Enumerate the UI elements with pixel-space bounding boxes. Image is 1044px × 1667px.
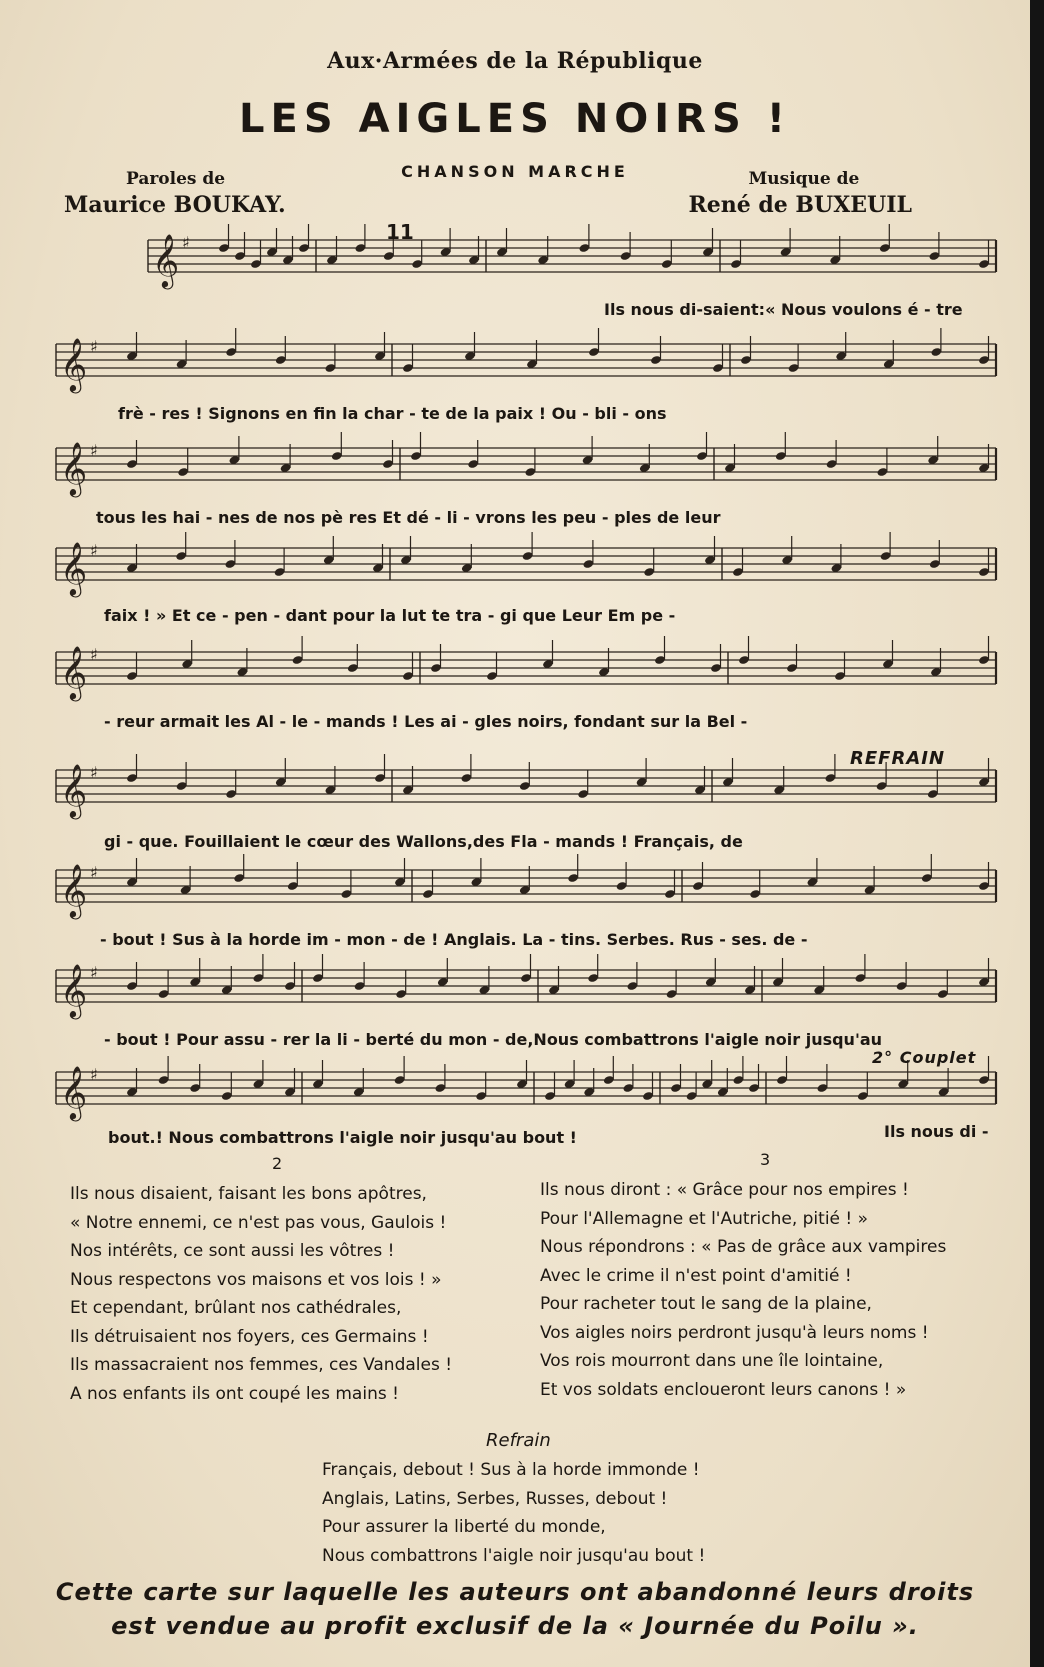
verse-2 [70,1180,452,1408]
verse-line: Ils nous disaient, faisant les bons apôtres, [70,1184,427,1204]
staff-system-8 [0,950,1030,1030]
refrain-marker: REFRAIN [850,748,946,769]
key-sharp-icon: ♯ [90,863,98,882]
treble-clef-icon: 𝄞 [60,337,88,391]
staff-system-1 [0,220,1030,300]
verse-line: Et vos soldats encloueront leurs canons ! » [540,1379,907,1400]
staff-system-2 [0,324,1030,404]
refrain-title: Refrain [486,1430,551,1451]
scan-border [1030,0,1044,1667]
dedication: Aux·Armées de la République [327,48,703,74]
song-title: LES AIGLES NOIRS ! [239,96,791,142]
refrain-line: Anglais, Latins, Serbes, Russes, debout ! [322,1488,668,1509]
refrain-line: Pour assurer la liberté du monde, [322,1517,606,1537]
lyric-line-8: - bout ! Pour assu - rer la li - berté du mon - de,Nous combattrons l'aigle noir jusqu'au [104,1030,883,1049]
key-sharp-icon: ♯ [90,645,98,664]
treble-clef-icon: 𝄞 [60,863,88,917]
second-couplet-marker: 2° Couplet [872,1048,977,1067]
key-sharp-icon: ♯ [90,763,98,782]
song-subtitle: CHANSON MARCHE [401,162,629,181]
verse-line: Ils nous diront : « Grâce pour nos empires ! [540,1180,909,1200]
verse-line: Nous respectons vos maisons et vos lois ! » [70,1269,442,1290]
verse-line: A nos enfants ils ont coupé les mains ! [70,1383,399,1404]
key-sharp-icon: ♯ [90,963,98,982]
treble-clef-icon: 𝄞 [60,963,88,1017]
staff-system-3 [0,428,1030,508]
lyric-line-2: frè - res ! Signons en fin la char - te de la paix ! Ou - bli - ons [118,404,667,423]
composer-label: Musique de [748,169,860,189]
verse-line: Ils détruisaient nos foyers, ces Germains ! [70,1326,429,1347]
verse-line: Nos intérêts, ce sont aussi les vôtres ! [70,1241,395,1261]
treble-clef-icon: 𝄞 [60,1065,88,1119]
verse-3 [540,1176,946,1404]
lyric-line-7: - bout ! Sus à la horde im - mon - de ! Anglais. La - tins. Serbes. Rus - ses. de - [100,930,808,949]
lyric-line-5: - reur armait les Al - le - mands ! Les ai - gles noirs, fondant sur la Bel - [104,712,748,731]
lyric-line-10: Ils nous di - [884,1122,989,1141]
key-sharp-icon: ♯ [182,233,190,252]
rest-count: 11 [386,220,414,244]
lyric-line-6: gi - que. Fouillaient le cœur des Wallons,des Fla - mands ! Français, de [104,832,743,851]
key-sharp-icon: ♯ [90,1065,98,1084]
composer-name: René de BUXEUIL [688,192,912,218]
footer-line-1: Cette carte sur laquelle les auteurs ont abandonné leurs droits [55,1578,975,1606]
lyricist-label: Paroles de [126,169,226,189]
lyricist-credit [64,166,286,218]
verse-line: Vos rois mourront dans une île lointaine, [540,1351,884,1371]
verse-line: « Notre ennemi, ce n'est pas vous, Gaulois ! [70,1212,447,1233]
refrain-text [322,1456,705,1570]
verse-2-number: 2 [272,1154,283,1173]
treble-clef-icon: 𝄞 [60,763,88,817]
staff-system-4 [0,528,1030,608]
key-sharp-icon: ♯ [90,541,98,560]
refrain-line: Français, debout ! Sus à la horde immonde ! [322,1460,700,1480]
lyricist-name: Maurice BOUKAY. [64,192,286,218]
lyric-line-9: bout.! Nous combattrons l'aigle noir jusqu'au bout ! [108,1128,577,1147]
verse-line: Avec le crime il n'est point d'amitié ! [540,1265,852,1286]
verse-line: Ils massacraient nos femmes, ces Vandales ! [70,1355,453,1375]
key-sharp-icon: ♯ [90,337,98,356]
lyric-line-1: Ils nous di-saient:« Nous voulons é - tre [604,300,963,319]
verse-line: Pour racheter tout le sang de la plaine, [540,1294,872,1314]
staff-system-7 [0,850,1030,930]
verse-line: Pour l'Allemagne et l'Autriche, pitié ! » [540,1208,869,1229]
treble-clef-icon: 𝄞 [60,645,88,699]
verse-line: Et cependant, brûlant nos cathédrales, [70,1298,402,1318]
treble-clef-icon: 𝄞 [60,541,88,595]
verse-line: Vos aigles noirs perdront jusqu'à leurs noms ! [540,1322,929,1343]
key-sharp-icon: ♯ [90,441,98,460]
staff-system-5 [0,632,1030,712]
lyric-line-3: tous les hai - nes de nos pè res Et dé - li - vrons les peu - ples de leur [96,508,721,527]
lyric-line-4: faix ! » Et ce - pen - dant pour la lut te tra - gi que Leur Em pe - [104,606,676,625]
verse-line: Nous répondrons : « Pas de grâce aux vampires [540,1237,947,1257]
treble-clef-icon: 𝄞 [152,233,180,287]
footer-line-2: est vendue au profit exclusif de la « Journée du Poilu ». [111,1612,919,1640]
verse-3-number: 3 [760,1150,771,1169]
composer-credit [688,166,912,218]
refrain-line: Nous combattrons l'aigle noir jusqu'au bout ! [322,1545,706,1566]
treble-clef-icon: 𝄞 [60,441,88,495]
